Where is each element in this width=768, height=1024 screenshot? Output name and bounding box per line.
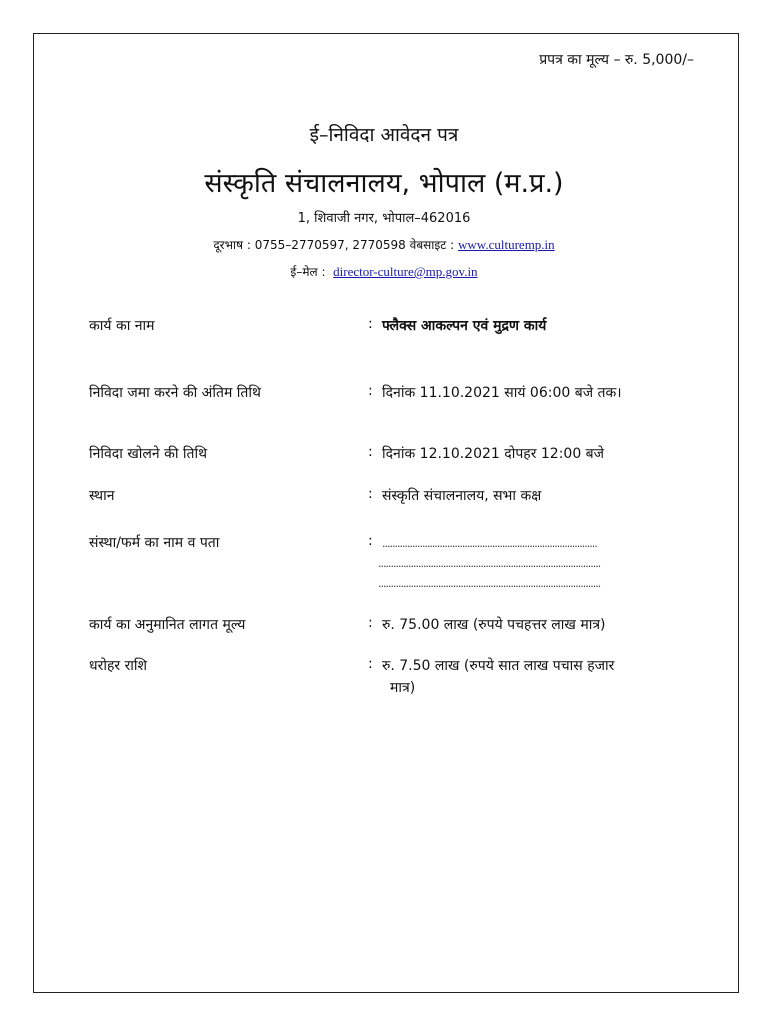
last-date-colon: :	[368, 383, 373, 399]
firm-colon: :	[368, 533, 373, 549]
department-address: 1, शिवाजी नगर, भोपाल–462016	[297, 211, 471, 226]
email-link[interactable]: director-culture@mp.gov.in	[333, 264, 478, 279]
opening-date-value: दिनांक 12.10.2021 दोपहर 12:00 बजे	[382, 446, 605, 462]
venue-colon: :	[368, 486, 373, 502]
estimated-cost-value: रु. 75.00 लाख (रुपये पचहत्तर लाख मात्र)	[382, 617, 606, 633]
firm-fill-line-3: .........................................................................................	[378, 577, 601, 590]
website-label: वेबसाइट :	[409, 238, 455, 252]
email-label: ई–मेल :	[290, 265, 326, 279]
work-name-value: फ्लैक्स आकल्पन एवं मुद्रण कार्य	[382, 318, 547, 334]
estimated-cost-label: कार्य का अनुमानित लागत मूल्य	[89, 617, 246, 633]
website-link[interactable]: www.culturemp.in	[458, 237, 555, 252]
firm-fill-line-1: ......................................................................................	[382, 537, 597, 550]
form-subtitle: ई–निविदा आवेदन पत्र	[309, 124, 459, 146]
opening-date-label: निविदा खोलने की तिथि	[89, 446, 208, 462]
venue-label: स्थान	[89, 488, 115, 504]
opening-date-colon: :	[368, 444, 373, 460]
contact-line	[0, 236, 768, 253]
firm-label: संस्था/फर्म का नाम व पता	[89, 535, 220, 551]
venue-value: संस्कृति संचालनालय, सभा कक्ष	[382, 488, 542, 504]
earnest-money-value-line-1: रु. 7.50 लाख (रुपये सात लाख पचास हजार	[382, 658, 615, 674]
form-price: प्रपत्र का मूल्य – रु. 5,000/–	[539, 52, 694, 68]
last-date-value: दिनांक 11.10.2021 सायं 06:00 बजे तक।	[382, 385, 622, 401]
earnest-money-colon: :	[368, 656, 373, 672]
earnest-money-label: धरोहर राशि	[89, 658, 148, 674]
last-date-label: निविदा जमा करने की अंतिम तिथि	[89, 385, 261, 401]
earnest-money-value-line-2: मात्र)	[390, 680, 416, 696]
firm-fill-line-2: .........................................................................................	[378, 557, 601, 570]
work-name-label: कार्य का नाम	[89, 318, 155, 334]
department-title: संस्कृति संचालनालय, भोपाल (म.प्र.)	[204, 168, 564, 199]
email-line	[0, 263, 768, 280]
phone-numbers: 0755–2770597, 2770598	[254, 238, 406, 252]
estimated-cost-colon: :	[368, 615, 373, 631]
work-name-colon: :	[368, 316, 373, 332]
phone-label: दूरभाष :	[213, 238, 251, 252]
